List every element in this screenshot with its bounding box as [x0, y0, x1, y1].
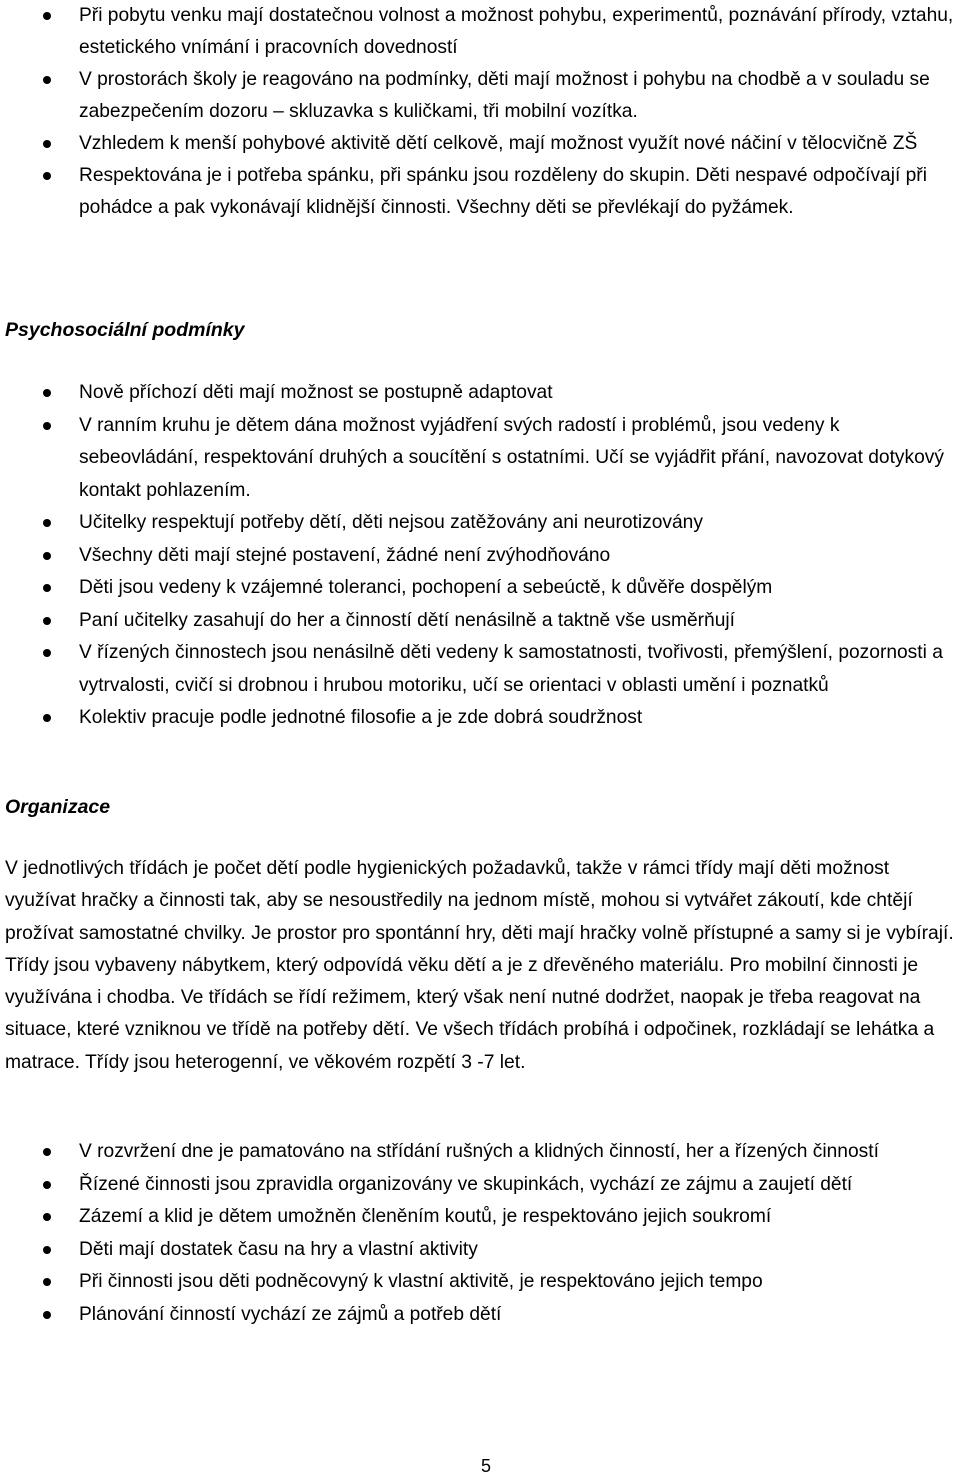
- list-item: [0, 377, 960, 410]
- bullet-icon: [43, 76, 51, 84]
- list-item: [0, 1169, 960, 1202]
- list-item-text: Plánování činností vychází ze zájmů a potřeb dětí: [79, 1303, 502, 1325]
- list-item-text: Zázemí a klid je dětem umožněn členěním koutů, je respektováno jejich soukromí: [79, 1206, 772, 1227]
- list-item: [0, 540, 960, 573]
- list-item-text: V řízených činnostech jsou nenásilně děti vedeny k samostatnosti, tvořivosti, přemýšlení, pozornosti a vytrvalosti, cvičí si drobnou i hrubou motoriku, učí se orientaci v oblasti umění i poznatků: [79, 642, 943, 696]
- list-item: [0, 1234, 960, 1267]
- list-item-text: Řízené činnosti jsou zpravidla organizovány ve skupinkách, vychází ze zájmu a zaujetí dětí: [79, 1173, 853, 1195]
- section-heading-psychosocial: Psychosociální podmínky: [5, 319, 245, 341]
- list-item-text: V prostorách školy je reagováno na podmínky, děti mají možnost i pohybu na chodbě a v souladu se zabezpečením dozoru – skluzavka s kuličkami, tři mobilní vozítka.: [79, 69, 930, 122]
- list-item: [0, 410, 960, 508]
- bullet-icon: [43, 714, 51, 722]
- list-item: [0, 0, 960, 64]
- psychosocial-bullet-list: [0, 377, 960, 735]
- list-item: [0, 128, 960, 160]
- list-item-text: Vzhledem k menší pohybové aktivitě dětí celkově, mají možnost využít nové náčiní v tělocvičně ZŠ: [79, 133, 918, 154]
- list-item: [0, 1201, 960, 1234]
- list-item: [0, 1266, 960, 1299]
- organization-bullet-list: [0, 1136, 960, 1331]
- bullet-icon: [43, 519, 51, 527]
- list-item-text: Všechny děti mají stejné postavení, žádné není zvýhodňováno: [79, 544, 611, 566]
- bullet-icon: [43, 1246, 51, 1254]
- bullet-icon: [43, 1181, 51, 1189]
- bullet-icon: [43, 422, 51, 430]
- page-number: 5: [480, 1456, 491, 1476]
- bullet-icon: [43, 1148, 51, 1156]
- list-item-text: Paní učitelky zasahují do her a činností dětí nenásilně a taktně vše usměrňují: [79, 609, 735, 631]
- list-item: [0, 160, 960, 224]
- list-item-text: V rozvržení dne je pamatováno na střídání rušných a klidných činností, her a řízených činností: [79, 1141, 879, 1162]
- bullet-icon: [43, 1311, 51, 1319]
- list-item: [0, 507, 960, 540]
- list-item-text: Děti mají dostatek času na hry a vlastní aktivity: [79, 1238, 478, 1260]
- list-item: [0, 64, 960, 128]
- bullet-icon: [43, 649, 51, 657]
- list-item-text: Při pobytu venku mají dostatečnou volnost a možnost pohybu, experimentů, poznávání přírody, vztahu, estetického vnímání i pracovních dovedností: [79, 5, 954, 58]
- list-item: [0, 1136, 960, 1169]
- bullet-icon: [43, 12, 51, 20]
- list-item-text: Učitelky respektují potřeby dětí, děti nejsou zatěžovány ani neurotizovány: [79, 512, 703, 533]
- section-heading-organization: Organizace: [5, 796, 111, 818]
- bullet-icon: [43, 140, 51, 148]
- bullet-icon: [43, 1213, 51, 1221]
- list-item-text: Respektována je i potřeba spánku, při spánku jsou rozděleny do skupin. Děti nespavé odpočívají při pohádce a pak vykonávají klidnější činnosti. Všechny děti se převlékají do pyžámek.: [79, 165, 927, 218]
- bullet-icon: [43, 584, 51, 592]
- list-item: [0, 605, 960, 638]
- list-item: [0, 702, 960, 735]
- bullet-icon: [43, 1278, 51, 1286]
- bullet-icon: [43, 617, 51, 625]
- list-item-text: Děti jsou vedeny k vzájemné toleranci, pochopení a sebeúctě, k důvěře dospělým: [79, 577, 773, 598]
- list-item-text: V ranním kruhu je dětem dána možnost vyjádření svých radostí i problémů, jsou vedeny k sebeovládání, respektování druhých a soucítění s ostatními. Učí se vyjádřit přání, navozovat dotykový kontakt pohlazením.: [79, 414, 944, 501]
- list-item: [0, 637, 960, 702]
- organization-paragraph: V jednotlivých třídách je počet dětí podle hygienických požadavků, takže v rámci třídy mají děti možnost využívat hračky a činnosti tak, aby se nesoustředily na jednom místě, mohou si vytvářet zákoutí, kde chtějí prožívat samostatné chvilky. Je prostor pro spontánní hry, děti mají hračky volně přístupné a samy si je vybírají. Třídy jsou vybaveny nábytkem, který odpovídá věku dětí a je z dřevěného materiálu. Pro mobilní činnosti je využívána i chodba. Ve třídách se řídí režimem, který však není nutné dodržet, naopak je třeba reagovat na situace, které vzniknou ve třídě na potřeby dětí. Ve všech třídách probíhá i odpočinek, rozkládají se lehátka a matrace. Třídy jsou heterogenní, ve věkovém rozpětí 3 -7 let.: [5, 858, 954, 1073]
- bullet-icon: [43, 552, 51, 560]
- list-item: [0, 572, 960, 605]
- list-item-text: Nově příchozí děti mají možnost se postupně adaptovat: [79, 382, 553, 403]
- list-item: [0, 1299, 960, 1332]
- intro-bullet-list: [0, 0, 960, 224]
- list-item-text: Při činnosti jsou děti podněcovyný k vlastní aktivitě, je respektováno jejich tempo: [79, 1271, 763, 1292]
- bullet-icon: [43, 389, 51, 397]
- bullet-icon: [43, 172, 51, 180]
- list-item-text: Kolektiv pracuje podle jednotné filosofie a je zde dobrá soudržnost: [79, 707, 643, 728]
